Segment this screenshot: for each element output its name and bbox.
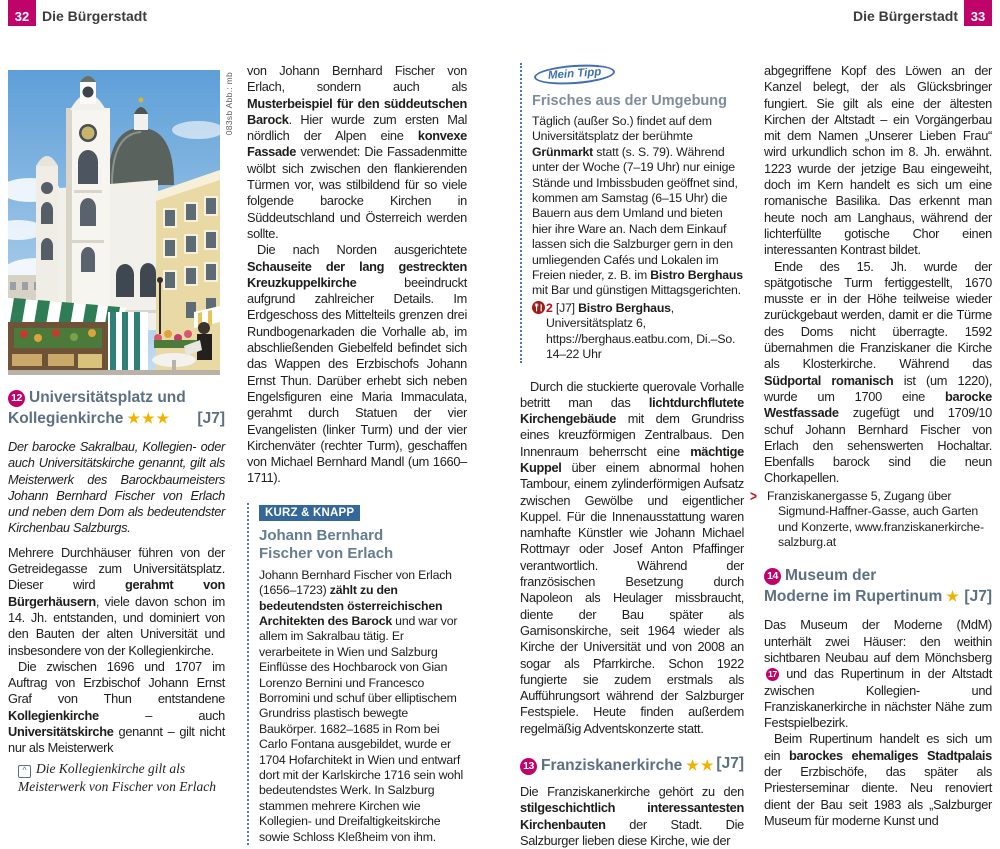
paragraph: Die nach Norden ausgerichtete Schauseite der lang gestreckten Kreuzkuppelkirche beeindruckt aufgrund zahlreicher Details. Im Erdgeschoss des Mittelteils grenzen drei Rundbogenarkaden die Vorhalle ab, im abschließenden Giebelfeld befindet sich das Wappen des Erzbischofs Johann Ernst Thun. Darüber erhebt sich neben Engelsfiguren eine Maria Immaculata, gerahmt durch Statuen der vier Evangelisten (linker Turm) und der vier Kirchenväter (rechter Turm), geschaffen von Michael Bernhard Mandl (um 1660–1711). — [247, 242, 467, 486]
paragraph: von Johann Bernhard Fischer von Erlach, sondern auch als Musterbeispiel für den süddeutschen Barock. Hier wurde zum ersten Mal nördlich der Alpen eine konvexe Fassade verwendet: Die Fassadenmitte wölbt sich zwischen den flankierenden Türmen vor, was stilbildend für so viele folgende barocke Kirchen in Süddeutschland und Österreich werden sollte. — [247, 63, 467, 241]
heading-14-line2: Moderne im Rupertinum — [764, 588, 943, 606]
column-1 — [8, 388, 225, 754]
paragraph: Beim Rupertinum handelt es sich um ein barockes ehemaliges Stadtpalais der Erzbischöfe, das später als Priesterseminar diente. Neu renoviert dient der Bau seit 1983 als „Salzburger Museum für moderne Kunst und — [764, 731, 992, 828]
rating-stars-13: ★★ — [686, 757, 716, 774]
photo-credit: 083sb Abb.: mb — [224, 72, 234, 136]
heading-14-line1: Museum der — [785, 567, 877, 585]
tip-listing — [532, 301, 744, 363]
kurz-knapp-heading-line1: Johann Bernhard — [259, 526, 384, 544]
photo-caption-text: Die Kollegienkirche gilt als Meisterwerk von Fischer von Erlach — [18, 761, 216, 794]
map-grid-ref-14: [J7] — [964, 588, 992, 606]
tip-box — [520, 63, 744, 363]
map-grid-ref-12: [J7] — [197, 410, 225, 427]
kurz-knapp-box — [247, 503, 467, 845]
paragraph: abgegriffene Kopf des Löwen an der Kanzel belegt, der als Glücksbringer fungiert. Sie gilt als eine der ältesten Kirchen der Altstadt – ein Vorgängerbau mit dem Namen „Unserer Lieben Frau“ wird urkundlich schon im 8. Jh. erwähnt. 1223 wurde der jetzige Bau eingeweiht, doch im Kern handelt es sich um eine romanische Basilika. Das erkennt man heute noch am Langhaus, während der lichterfüllte gotische Chor einen interessanten Kontrast bildet. — [764, 63, 992, 258]
column-2 — [247, 63, 467, 845]
paragraph: Die zwischen 1696 und 1707 im Auftrag von Erzbischof Johann Ernst Graf von Thun entstandene Kollegienkirche – auch Universitätskirche genannt – gilt nicht nur als Meisterwerk — [8, 658, 225, 756]
column-4 — [750, 63, 992, 845]
intro-paragraph: Der barocke Sakralbau, Kollegien- oder auch Universitätskirche genannt, gilt als Meisterwerk des Barockbaumeisters Johann Bernhard Fischer von Erlach und neben dem Dom als bedeutendster Kirchenbau Salzburgs. — [8, 439, 225, 536]
page-header-right — [853, 0, 992, 26]
photo-above-icon: ^ — [18, 765, 31, 778]
kollegienkirche-photo-illustration — [8, 70, 220, 375]
heading-14-museum-der-moderne — [764, 566, 992, 607]
poi-number-14: 14 — [764, 568, 781, 585]
rating-stars-14: ★ — [946, 588, 961, 605]
kurz-knapp-label: KURZ & KNAPP — [259, 505, 360, 521]
kollegienkirche-photo — [8, 70, 220, 375]
column-3 — [520, 63, 744, 848]
heading-13-title: Franziskanerkirche — [541, 757, 683, 775]
paragraph: Mehrere Durchhäuser führen von der Getreidegasse zum Universitätsplatz. Dieser wird gerahmt von Bürgerhäusern, viele davon schon im 14. Jh. entstanden, und dominiert von den Bauten der alten Universität und insbesondere von der Kollegienkirche. — [8, 544, 225, 658]
tip-body: Täglich (außer So.) findet auf dem Universitätsplatz der berühmte Grünmarkt statt (s. S. 79). Während unter der Woche (7–19 Uhr) nur einige Stände und Imbissbuden geöffnet sind, kommen am Samstag (6–15 Uhr) die Bauern aus dem Umland und bieten hier ihre Ware an. Nach dem Einkauf lassen sich die Salzburger gern in den umliegenden Cafés und Lokalen im Freien nieder, z. B. im Bistro Berghaus mit Bar und günstigen Mittagsgerichten. — [532, 114, 743, 298]
tip-listing-text: 2 [J7] Bistro Berghaus, Universitätsplatz 6, https://berghaus.eatbu.com, Di.–So. 14–22 Uhr — [546, 300, 736, 362]
restaurant-icon — [532, 301, 545, 314]
heading-12-universitaetsplatz — [8, 388, 225, 429]
tip-heading: Frisches aus der Umgebung — [532, 93, 727, 109]
heading-12-line2: Kollegienkirche — [8, 410, 124, 427]
kurz-knapp-heading — [259, 527, 467, 564]
tip-stamp-icon: Mein Tipp — [533, 62, 616, 87]
heading-13-franziskanerkirche — [520, 755, 744, 776]
page-number-left: 32 — [8, 0, 36, 26]
running-head-left: Die Bürgerstadt — [42, 8, 148, 24]
page-number-right: 33 — [964, 0, 992, 26]
paragraph: Ende des 15. Jh. wurde der spätgotische Turm fertiggestellt, 1670 musste er in der Höhe teilweise wieder zurückgebaut werden, damit er die Türme des Doms nicht überragte. 1592 übernahmen die Franziskaner die Kirche als Klosterkirche. Während das Südportal romanisch ist (um 1220), wurde um 1700 eine barocke Westfassade zugefügt und 1709/10 schuf Johann Bernhard Fischer von Erlach den sehenswerten Hochaltar. Ebenfalls barock sind die neun Chorkapellen. — [764, 258, 992, 486]
address-listing-text: Franziskanergasse 5, Zugang über Sigmund-Haffner-Gasse, auch Garten und Konzerte, www.franziskanerkirche-salzburg.at — [767, 488, 984, 549]
heading-12-line1: Universitätsplatz und — [29, 389, 186, 406]
running-head-right: Die Bürgerstadt — [852, 8, 958, 24]
poi-number-13: 13 — [520, 758, 537, 775]
paragraph: Das Museum der Moderne (MdM) unterhält zwei Häuser: den weithin sichtbaren Neubau auf dem Mönchsberg17 und das Rupertinum in der Altstadt zwischen Kollegien- und Franziskanerkirche in nächster Nähe zum Festspielbezirk. — [764, 617, 992, 731]
paragraph: Durch die stuckierte querovale Vorhalle betritt man das lichtdurchflutete Kirchengebäude mit dem Grundriss eines kreuzförmigen Zentralbaus. Den Innenraum beherrscht eine mächtige Kuppel über einem abnormal hohen Tambour, einem zylinderförmigen Aufsatz zwischen Gewölbe und eigentlicher Kuppel. Für die Innenausstattung waren namhafte Künstler wie Johann Michael Rottmayr oder Josef Anton Pfaffinger verantwortlich. Während der französischen Besetzung durch Napoleon als Heulager missbraucht, diente der Bau später als Garnisonskirche, seit 1964 wieder als Kirche der Universität und von 2008 an sogar als Pfarrkirche. Schon 1922 fungierte sie zudem erstmals als Aufführungsort während der Salzburger Festspiele. Heute finden außerdem regelmäßig Adventskonzerte statt. — [520, 378, 744, 736]
kurz-knapp-heading-line2: Fischer von Erlach — [259, 545, 394, 563]
rating-stars-12: ★★★ — [127, 410, 172, 426]
paragraph: Die Franziskanerkirche gehört zu den stilgeschichtlich interessantesten Kirchenbauten der Stadt. Die Salzburger lieben diese Kirche, wie der — [520, 784, 744, 848]
address-listing: > Franziskanergasse 5, Zugang über Sigmund-Haffner-Gasse, auch Garten und Konzerte, www.franziskanerkirche-salzburg.at — [750, 486, 984, 549]
page-header-left — [8, 0, 147, 26]
map-grid-ref-13: [J7] — [716, 755, 744, 773]
poi-number-12: 12 — [8, 390, 25, 407]
kurz-knapp-body: Johann Bernhard Fischer von Erlach (1656–1723) zählt zu den bedeutendsten österreichischen Architekten des Barock und war vor allem im Sakralbau tätig. Er verarbeitete in Wien und Salzburg Einflüsse des Hochbarock von Gian Lorenzo Bernini und Francesco Borromini und schuf über elliptischem Grundriss plastisch bewegte Baukörper. 1682–1685 in Rom bei Carlo Fontana ausgebildet, wurde er 1704 Hofarchitekt in Wien und entwarf dort mit der Karlskirche 1716 sein wohl bedeutendstes Werk. In Salzburg stammen mehrere Kirchen wie Kollegien- und Dreifaltigkeitskirche sowie Schloss Kleßheim von ihm. — [259, 567, 464, 844]
photo-caption — [18, 760, 220, 796]
